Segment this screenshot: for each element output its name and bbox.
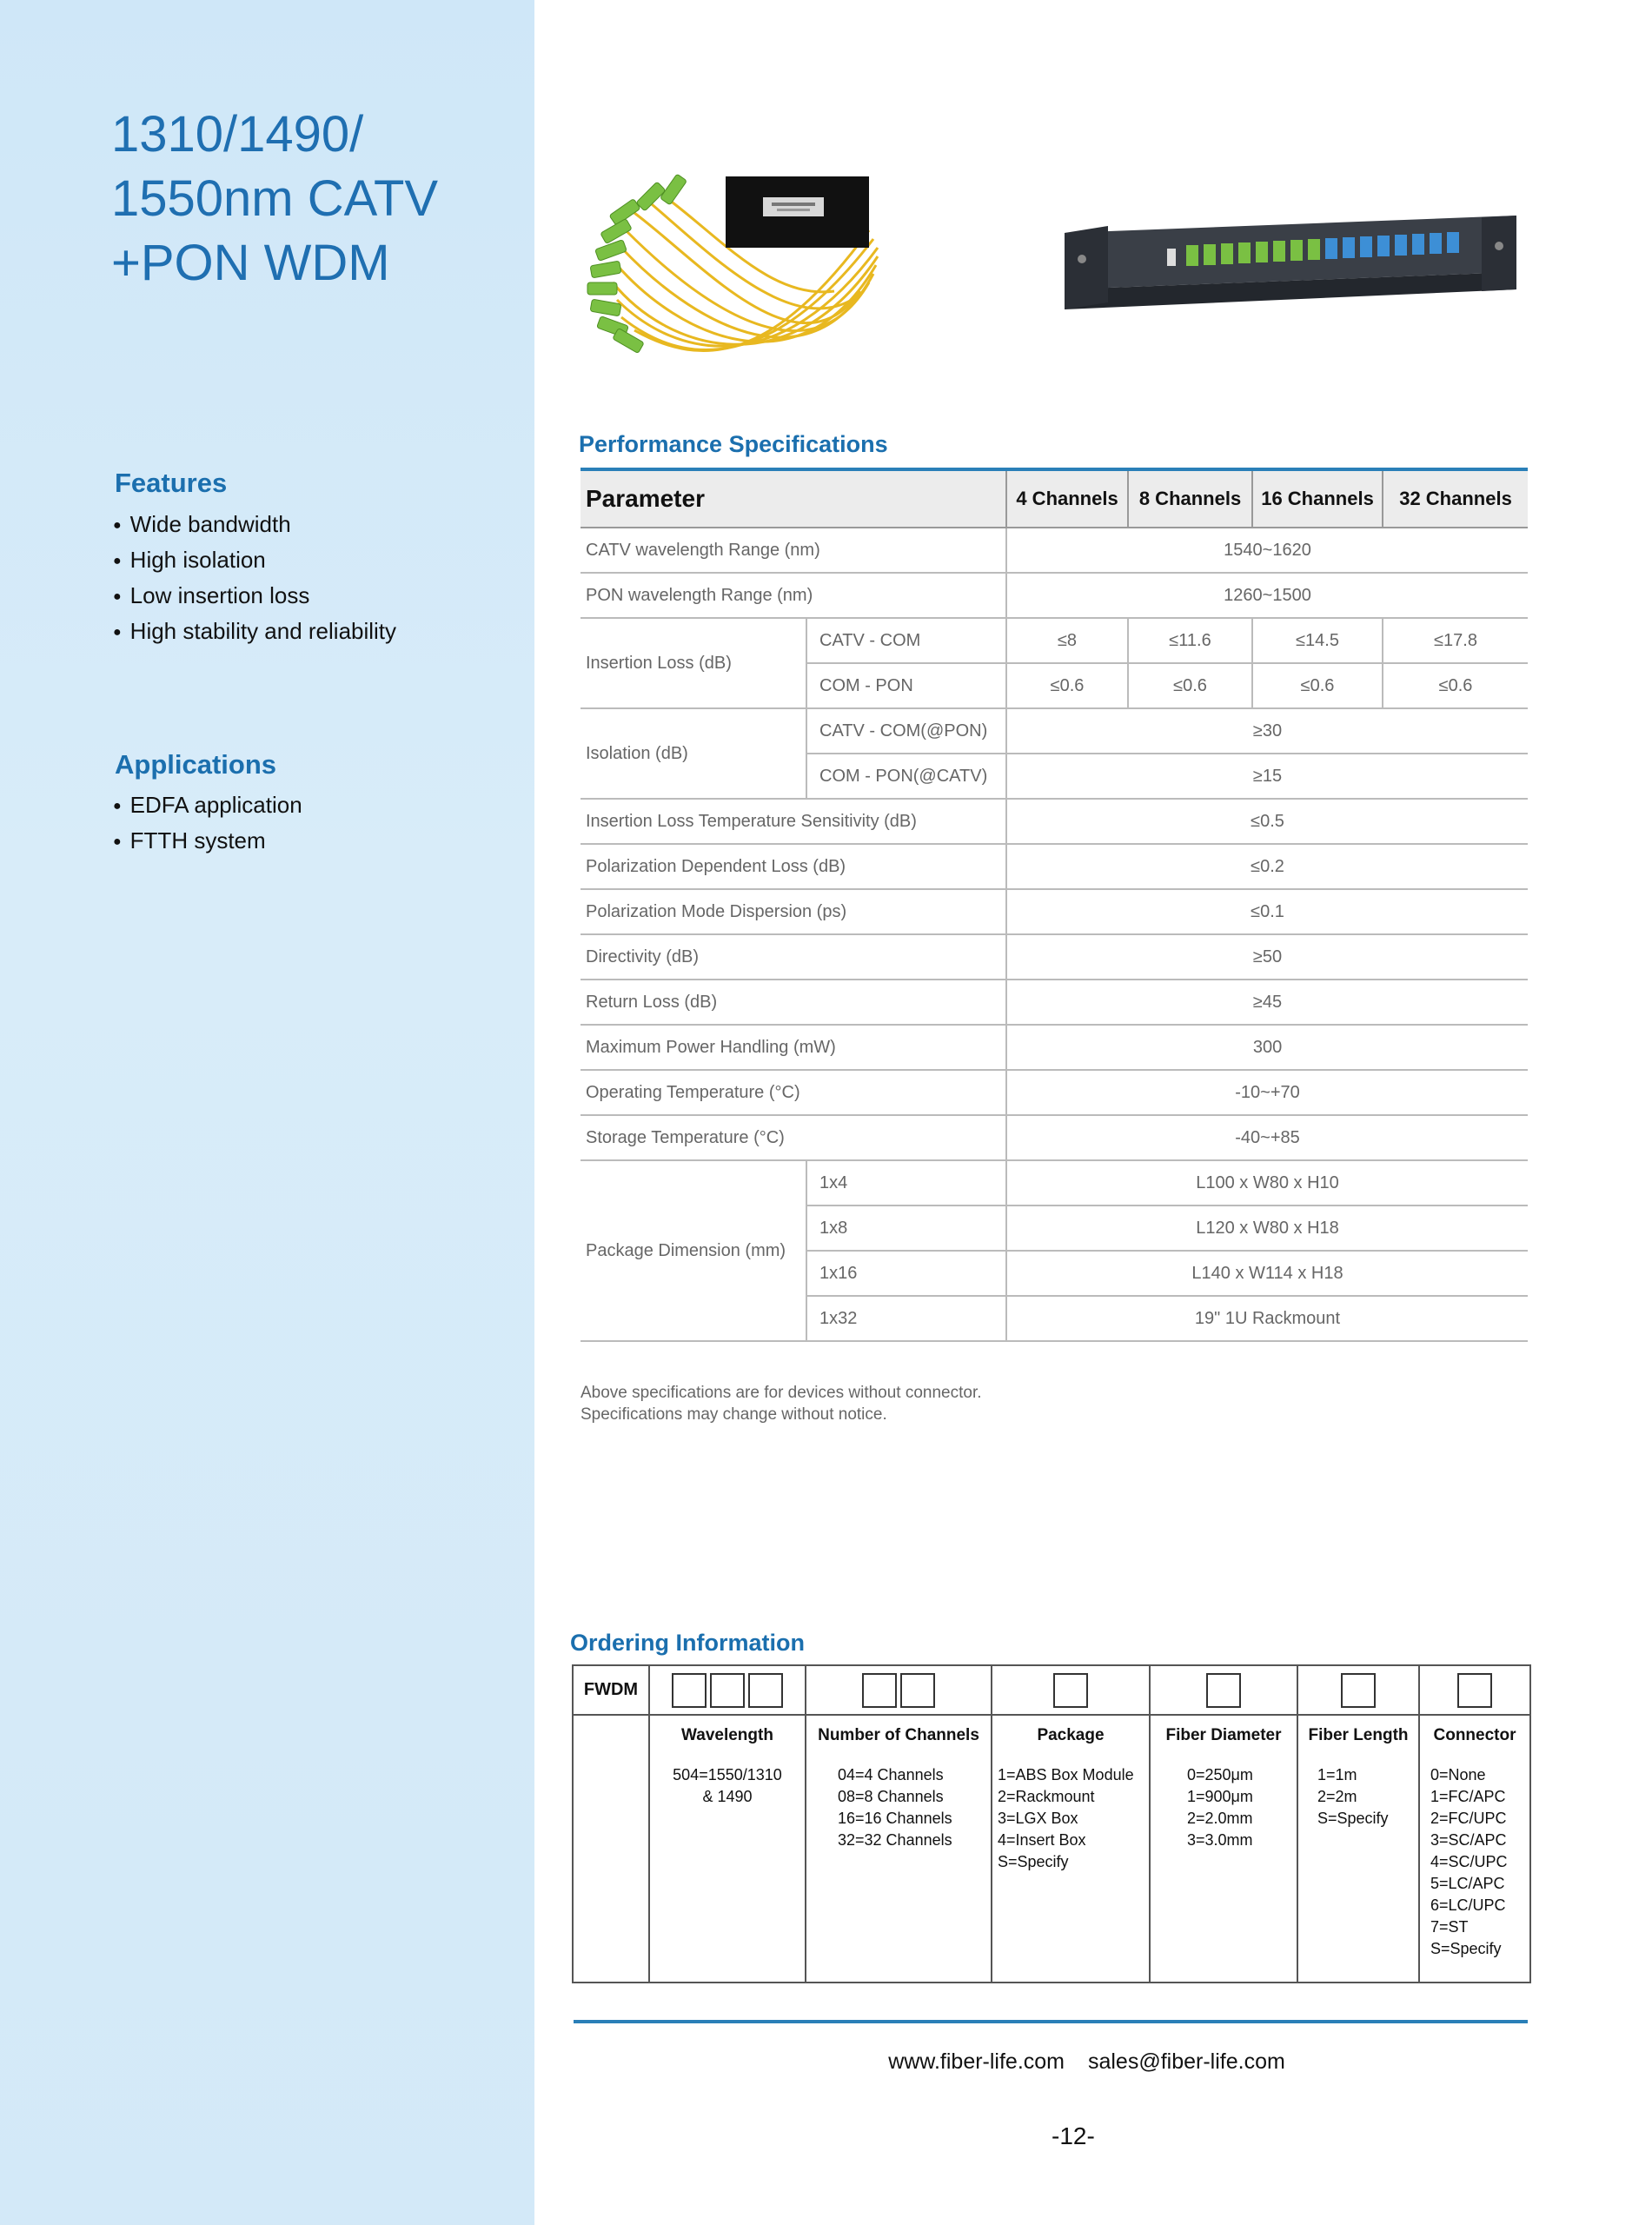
wdm-module-image <box>574 161 939 378</box>
row-value: ≥50 <box>1006 934 1528 980</box>
row-label: Storage Temperature (°C) <box>581 1115 1006 1160</box>
row-value: ≤0.1 <box>1006 889 1528 934</box>
channel-header: 4 Channels <box>1006 471 1128 528</box>
option-item: S=Specify <box>1430 1940 1502 1957</box>
column-head: Connector <box>1419 1715 1530 1756</box>
wavelength-code-boxes <box>649 1665 806 1715</box>
features-heading: Features <box>115 468 228 498</box>
option-item: 0=None <box>1430 1766 1486 1783</box>
row-sublabel: COM - PON(@CATV) <box>806 754 1006 799</box>
performance-table <box>581 468 1528 1342</box>
row-sublabel: 1x4 <box>806 1160 1006 1205</box>
table-row <box>581 1160 1528 1205</box>
option-item: 3=SC/APC <box>1430 1831 1507 1849</box>
channel-header: 32 Channels <box>1383 471 1528 528</box>
fiber-diameter-code-box <box>1150 1665 1297 1715</box>
channels-code-boxes <box>806 1665 992 1715</box>
row-label: Insertion Loss (dB) <box>581 618 806 708</box>
option-item: 2=FC/UPC <box>1430 1810 1507 1827</box>
option-item: 2=2.0mm <box>1187 1810 1253 1827</box>
row-value: ≥15 <box>1006 754 1528 799</box>
ordering-options-row <box>573 1756 1530 1983</box>
performance-heading: Performance Specifications <box>579 431 888 457</box>
row-sublabel: 1x16 <box>806 1251 1006 1296</box>
row-sublabel: CATV - COM(@PON) <box>806 708 1006 754</box>
note-line: Above specifications are for devices without connector. <box>581 1384 982 1402</box>
table-row <box>581 708 1528 754</box>
fiber-length-options <box>1297 1756 1419 1983</box>
row-label: Maximum Power Handling (mW) <box>581 1025 1006 1070</box>
title-line: 1550nm CATV <box>111 170 439 227</box>
option-item: 16=16 Channels <box>838 1810 952 1827</box>
table-row <box>581 844 1528 889</box>
table-row <box>581 528 1528 573</box>
option-item: 1=900μm <box>1187 1788 1253 1805</box>
page-number: -12- <box>1052 2122 1095 2149</box>
row-value: ≤11.6 <box>1128 618 1252 663</box>
row-label: Polarization Dependent Loss (dB) <box>581 844 1006 889</box>
package-options <box>992 1756 1150 1983</box>
table-row <box>581 1115 1528 1160</box>
product-title <box>111 103 511 296</box>
row-value: ≤17.8 <box>1383 618 1528 663</box>
parameter-header: Parameter <box>581 471 1006 528</box>
row-label: CATV wavelength Range (nm) <box>581 528 1006 573</box>
row-sublabel: CATV - COM <box>806 618 1006 663</box>
row-value: L100 x W80 x H10 <box>1006 1160 1528 1205</box>
option-item: 1=FC/APC <box>1430 1788 1506 1805</box>
wavelength-options <box>649 1756 806 1983</box>
option-item: 08=8 Channels <box>838 1788 944 1805</box>
row-label: PON wavelength Range (nm) <box>581 573 1006 618</box>
channel-header: 16 Channels <box>1252 471 1383 528</box>
row-value: L140 x W114 x H18 <box>1006 1251 1528 1296</box>
row-label: Return Loss (dB) <box>581 980 1006 1025</box>
row-value: ≤0.6 <box>1006 663 1128 708</box>
row-value: ≥45 <box>1006 980 1528 1025</box>
option-item: 4=Insert Box <box>998 1831 1086 1849</box>
row-value: ≤0.6 <box>1128 663 1252 708</box>
column-head: Fiber Diameter <box>1150 1715 1297 1756</box>
connector-options <box>1419 1756 1530 1983</box>
row-value: ≤8 <box>1006 618 1128 663</box>
note-line: Specifications may change without notice. <box>581 1405 887 1424</box>
channel-header: 8 Channels <box>1128 471 1252 528</box>
row-value: ≤14.5 <box>1252 618 1383 663</box>
row-value: ≤0.2 <box>1006 844 1528 889</box>
fiber-length-code-box <box>1297 1665 1419 1715</box>
connector-code-box <box>1419 1665 1530 1715</box>
option-item: 5=LC/APC <box>1430 1875 1505 1892</box>
table-row <box>581 889 1528 934</box>
sidebar <box>0 0 534 2225</box>
option-item: 4=SC/UPC <box>1430 1853 1508 1870</box>
option-item: 1=ABS Box Module <box>998 1766 1134 1783</box>
row-label: Package Dimension (mm) <box>581 1160 806 1341</box>
column-head: Package <box>992 1715 1150 1756</box>
code-boxes-row <box>573 1665 1530 1715</box>
option-item: 2=Rackmount <box>998 1788 1095 1805</box>
empty-cell <box>573 1715 649 1756</box>
column-head: Number of Channels <box>806 1715 992 1756</box>
feature-item: ● Wide bandwidth <box>113 508 396 544</box>
ordering-header-row <box>573 1715 1530 1756</box>
applications-list <box>113 789 302 860</box>
title-line: +PON WDM <box>111 235 390 291</box>
column-head: Fiber Length <box>1297 1715 1419 1756</box>
row-value: 19" 1U Rackmount <box>1006 1296 1528 1341</box>
fiber-diameter-options <box>1150 1756 1297 1983</box>
table-header-row <box>581 471 1528 528</box>
row-value: -10~+70 <box>1006 1070 1528 1115</box>
ordering-heading: Ordering Information <box>570 1630 805 1656</box>
table-row <box>581 934 1528 980</box>
table-row <box>581 1070 1528 1115</box>
empty-cell <box>573 1756 649 1983</box>
row-value: 1260~1500 <box>1006 573 1528 618</box>
option-item: 504=1550/1310 <box>673 1766 782 1783</box>
row-sublabel: COM - PON <box>806 663 1006 708</box>
option-item: 0=250μm <box>1187 1766 1253 1783</box>
application-item: ● EDFA application <box>113 789 302 825</box>
option-item: 04=4 Channels <box>838 1766 944 1783</box>
row-value: L120 x W80 x H18 <box>1006 1205 1528 1251</box>
row-label: Operating Temperature (°C) <box>581 1070 1006 1115</box>
table-row <box>581 1025 1528 1070</box>
email-link[interactable]: sales@fiber-life.com <box>1087 2049 1285 2074</box>
row-label: Polarization Mode Dispersion (ps) <box>581 889 1006 934</box>
option-item: 3=3.0mm <box>1187 1831 1253 1849</box>
row-sublabel: 1x32 <box>806 1296 1006 1341</box>
footer-contact <box>0 2049 1652 2075</box>
feature-item: ● High isolation <box>113 544 396 580</box>
application-item: ● FTTH system <box>113 825 302 860</box>
column-head: Wavelength <box>649 1715 806 1756</box>
rackmount-image <box>1056 207 1525 320</box>
title-line: 1310/1490/ <box>111 106 364 163</box>
ordering-table <box>572 1664 1529 1983</box>
option-item: S=Specify <box>998 1853 1069 1870</box>
option-item: 3=LGX Box <box>998 1810 1078 1827</box>
option-item: 7=ST <box>1430 1918 1469 1936</box>
channels-options <box>806 1756 992 1983</box>
row-value: ≤0.5 <box>1006 799 1528 844</box>
row-label: Directivity (dB) <box>581 934 1006 980</box>
row-value: 300 <box>1006 1025 1528 1070</box>
option-item: S=Specify <box>1317 1810 1389 1827</box>
features-list <box>113 508 396 651</box>
feature-item: ● High stability and reliability <box>113 615 396 651</box>
table-row <box>581 573 1528 618</box>
table-row <box>581 799 1528 844</box>
feature-item: ● Low insertion loss <box>113 580 396 615</box>
option-item: 32=32 Channels <box>838 1831 952 1849</box>
table-row <box>581 980 1528 1025</box>
spec-notes <box>581 1382 982 1425</box>
footer-divider <box>574 2020 1528 2023</box>
option-item: 2=2m <box>1317 1788 1357 1805</box>
website-link[interactable]: www.fiber-life.com <box>888 2049 1065 2074</box>
row-value: ≤0.6 <box>1252 663 1383 708</box>
row-value: ≥30 <box>1006 708 1528 754</box>
row-label: Isolation (dB) <box>581 708 806 799</box>
package-code-box <box>992 1665 1150 1715</box>
option-item: 6=LC/UPC <box>1430 1896 1506 1914</box>
applications-heading: Applications <box>115 749 277 780</box>
row-value: 1540~1620 <box>1006 528 1528 573</box>
row-sublabel: 1x8 <box>806 1205 1006 1251</box>
table-row <box>581 618 1528 663</box>
code-prefix: FWDM <box>573 1665 649 1715</box>
option-item: 1=1m <box>1317 1766 1357 1783</box>
row-value: -40~+85 <box>1006 1115 1528 1160</box>
row-label: Insertion Loss Temperature Sensitivity (dB) <box>581 799 1006 844</box>
option-item: & 1490 <box>702 1788 753 1805</box>
row-value: ≤0.6 <box>1383 663 1528 708</box>
